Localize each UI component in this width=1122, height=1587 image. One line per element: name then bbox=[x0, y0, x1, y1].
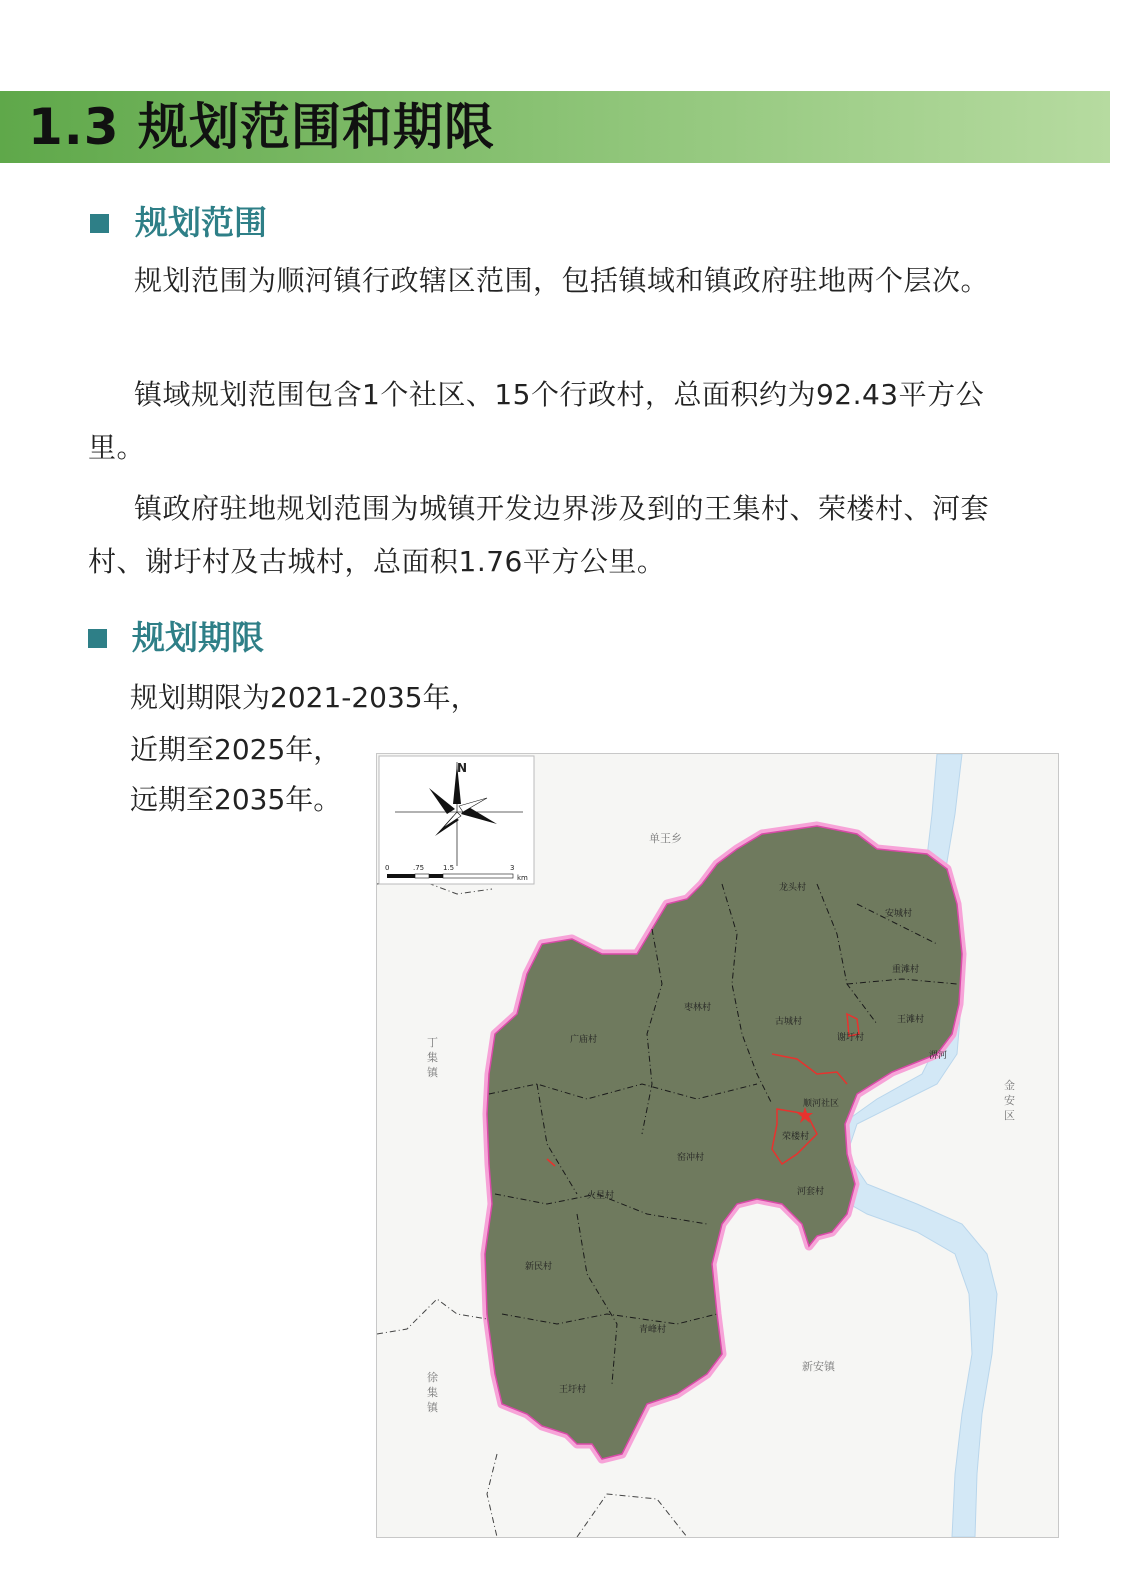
surround-west-upper bbox=[427, 1036, 439, 1079]
bullet-icon bbox=[90, 214, 109, 233]
period-line-3: 远期至2035年。 bbox=[130, 783, 342, 816]
surround-north: 单王乡 bbox=[649, 832, 682, 845]
svg-text:集: 集 bbox=[427, 1051, 438, 1064]
village-zaolin: 枣林村 bbox=[684, 1003, 712, 1013]
village-ancheng: 安城村 bbox=[885, 909, 913, 919]
svg-text:集: 集 bbox=[427, 1386, 438, 1399]
scale-tick-1: .75 bbox=[413, 864, 425, 872]
village-ronglou: 荣楼村 bbox=[782, 1132, 810, 1142]
surround-east bbox=[1004, 1078, 1015, 1122]
township-land bbox=[485, 826, 962, 1459]
section-heading-scope: 规划范围 bbox=[135, 203, 267, 242]
scale-tick-3: 3 bbox=[510, 864, 515, 872]
scale-tick-2: 1.5 bbox=[443, 864, 455, 872]
period-line-1: 规划期限为2021-2035年， bbox=[130, 681, 479, 714]
village-xiexu: 谢圩村 bbox=[837, 1033, 865, 1043]
village-hetao: 河套村 bbox=[797, 1187, 825, 1197]
bullet-icon bbox=[88, 629, 107, 648]
section-heading-period: 规划期限 bbox=[132, 618, 264, 657]
village-huoxing: 火星村 bbox=[587, 1191, 615, 1201]
village-qingfeng: 青峰村 bbox=[639, 1325, 667, 1335]
village-yaochong: 窑冲村 bbox=[677, 1153, 705, 1163]
river-pihe: 淠河 bbox=[929, 1051, 948, 1061]
page-title: 1.3 规划范围和期限 bbox=[28, 98, 495, 156]
scope-paragraph-1: 规划范围为顺河镇行政辖区范围，包括镇域和镇政府驻地两个层次。 bbox=[134, 264, 990, 297]
map-canvas bbox=[377, 754, 1058, 1537]
village-xinmin: 新民村 bbox=[525, 1262, 553, 1272]
village-shunhe-community: 顺河社区 bbox=[803, 1099, 840, 1109]
title-bar bbox=[0, 91, 1110, 163]
north-label: N bbox=[457, 761, 468, 775]
svg-text:区: 区 bbox=[1004, 1109, 1015, 1122]
scope-paragraph-2: 镇域规划范围包含1个社区、15个行政村，总面积约为92.43平方公里。 bbox=[88, 378, 985, 464]
village-longtou: 龙头村 bbox=[779, 883, 807, 893]
surround-west-lower bbox=[427, 1371, 439, 1414]
village-wangxu: 王圩村 bbox=[559, 1385, 587, 1395]
svg-text:徐: 徐 bbox=[427, 1371, 438, 1384]
scope-paragraph-3: 镇政府驻地规划范围为城镇开发边界涉及到的王集村、荣楼村、河套村、谢圩村及古城村，总面积1.76平方公里。 bbox=[88, 492, 990, 578]
svg-text:安: 安 bbox=[1004, 1094, 1015, 1107]
village-guangmiao: 广庙村 bbox=[570, 1035, 598, 1045]
period-line-2: 近期至2025年， bbox=[130, 733, 342, 766]
svg-text:丁: 丁 bbox=[427, 1036, 438, 1049]
planning-map bbox=[376, 753, 1059, 1538]
village-chongtan: 重滩村 bbox=[892, 965, 920, 975]
svg-text:镇: 镇 bbox=[427, 1066, 438, 1079]
scale-unit: km bbox=[517, 874, 528, 882]
village-gucheng: 古城村 bbox=[775, 1017, 803, 1027]
surround-south-east: 新安镇 bbox=[802, 1360, 835, 1373]
svg-text:金: 金 bbox=[1004, 1079, 1015, 1092]
svg-text:镇: 镇 bbox=[427, 1401, 438, 1414]
scale-tick-0: 0 bbox=[385, 864, 390, 872]
village-wangtan: 王滩村 bbox=[897, 1015, 925, 1025]
scale-bar bbox=[387, 874, 513, 878]
